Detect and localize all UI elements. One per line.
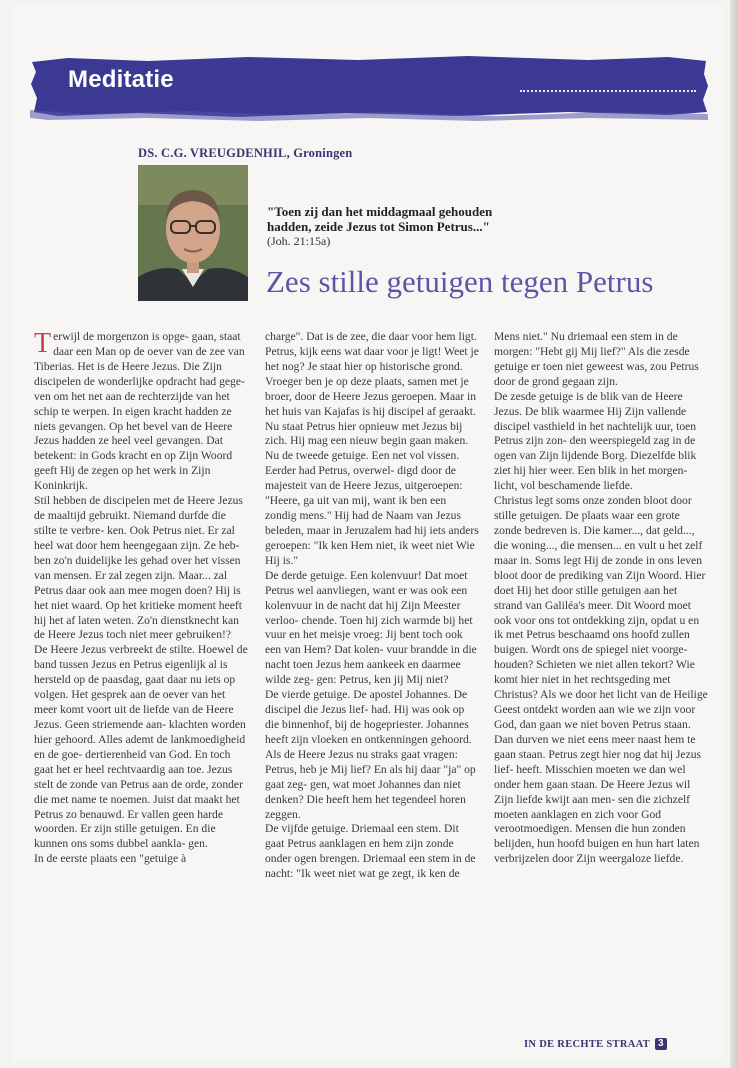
page-footer [524,1038,667,1050]
page-number: 3 [655,1038,667,1050]
paragraph: Mens niet." Nu driemaal een stem in de morgen: "Hebt gij Mij lief?" Als die zesde getuige er toen niet geweest was, zou Petrus door de grond gegaan zijn. [494,330,699,388]
banner-dotted-rule [520,90,696,92]
body-column-2 [265,330,479,882]
paragraph: In de eerste plaats een "getuige à [34,852,187,866]
author-photo [138,165,248,301]
paragraph: De vijfde getuige. Driemaal een stem. Dit gaat Petrus aanklagen en hem zijn zonde onder ogen brengen. Driemaal een stem in de nacht: "Ik weet niet wat ge zegt, ik ken de [265,822,476,881]
section-banner [28,52,710,122]
paragraph: De zesde getuige is de blik van de Heere Jezus. De blik waarmee Hij Zijn vallende discipel vasthield in het nachtelijk uur, toen Petrus zijn zon- den weerspiegeld zag in de ogen van Zijn lijdende Borg. Diezelfde blik ziet hij hier weer. Een blik in het morgen- licht, vol beschamende liefde. [494,389,697,493]
paragraph: Terwijl de morgenzon is opge- gaan, staat daar een Man op de oever van de zee van Tiberias. Het is de Heere Jezus. Die Zijn discipelen de wonderlijke opdracht had gege- ven om het net aan de rechterzijde van het schip te werpen. In eigen kracht hadden ze niets gevangen. Op het bevel van de Heere Jezus hadden ze heel veel gevangen. Dat betekent: in Gods kracht en op Zijn Woord geeft Hij de zegen op het werk in Zijn Koninkrijk. [34,328,245,493]
paragraph: charge". Dat is de zee, die daar voor hem ligt. Petrus, kijk eens wat daar voor je ligt! Weet je het nog? Je staat hier op historische grond. Vroeger ben je op deze plaats, samen met je broer, door de Heere Jezus geroepen. Maar in het huis van Kajafas is hij discipel af geraakt. Nu staat Petrus hier opnieuw met Jezus bij zich. Hij mag een nieuw begin gaan maken. [265,330,479,448]
scripture-quote [267,204,547,249]
body-column-3 [494,330,708,867]
article-headline: Zes stille getuigen tegen Petrus [266,264,654,299]
page-spine-shadow [730,0,738,1068]
author-byline: DS. C.G. VREUGDENHIL, Groningen [138,146,353,160]
section-title: Meditatie [68,66,174,93]
paragraph: De Heere Jezus verbreekt de stilte. Hoewel de band tussen Jezus en Petrus eigenlijk al is hersteld op de paasdag, gaat daar nu iets op volgen. Het gesprek aan de oever van het meer komt voort uit de liefde van de Heere Jezus. Geen striemende aan- klachten worden hier gehoord. Alles ademt de lankmoedigheid en de goe- dertierenheid van God. En toch gaat het er heel rechtvaardig aan toe. Jezus stelt de zonde van Petrus aan de orde, zonder die met name te noemen. Juist dat maakt het Petrus zo benauwd. Er vallen geen harde woorden. Er zijn stille getuigen. En die kunnen ons soms dubbel aankla- gen. [34,643,248,851]
quote-line-1: "Toen zij dan het middagmaal gehouden [267,204,493,219]
paragraph: Christus legt soms onze zonden bloot door stille getuigen. De plaats waar een grote zonde bedreven is. Die kamer..., dat geld..., die woning..., die mensen... en vult u het zelf maar in. Soms legt Hij de zonde in ons leven bloot door de prediking van Zijn Woord. Hier doet Hij het door stille getuigen aan het strand van Galiléa's meer. Dit Woord moet ook voor ons tot ontdekking zijn, opdat u en ik met Petrus beschaamd ons hoofd zullen buigen. Wordt ons de spiegel niet voorge- houden? Schieten we niet allen tekort? Wie komt hier niet in het rechtsgeding met Christus? Als we door het licht van de Heilige Geest ontdekt worden aan wie we zijn voor God, dan gaan we niet boven Petrus staan. Dan durven we niet eens meer naast hem te gaan staan. Petrus zegt hier nog dat hij Jezus lief- heeft. Misschien moeten we dan wel onder hem gaan staan. De Heere Jezus wil Zijn liefde kwijt aan men- sen die zichzelf moeten aanklagen en zich voor God verootmoedigen. Mensen die hun zonden belijden, hun hoofd buigen en hun hart laten verbrijzelen door Zijn weergaloze liefde. [494,494,708,866]
paragraph: De derde getuige. Een kolenvuur! Dat moet Petrus wel aanvliegen, want er was ook een kolenvuur in de nacht dat hij Zijn Meester verloo- chende. Toen hij zich warmde bij het vuur en het meisje vroeg: Jij bent toch ook een van Hem? Dat kolen- vuur brandde in die nacht toen Jezus hem aankeek en daarmee wilde zeg- gen: Petrus, ken jij Mij niet? [265,568,477,687]
body-column-1 [34,330,248,867]
quote-line-2: hadden, zeide Jezus tot Simon Petrus..." [267,219,490,234]
paragraph: Nu de tweede getuige. Een net vol vissen. Eerder had Petrus, overwel- digd door de majesteit van de Heere Jezus, uitgeroepen: "Heere, ga uit van mij, want ik ben een zondig mens." Hij had de Naam van Jezus beleden, maar in Jeruzalem had hij iets anders geroepen: "Ik ken Hem niet, ik weet niet Wie Hij is." [265,449,479,567]
paragraph: Stil hebben de discipelen met de Heere Jezus de maaltijd gebruikt. Niemand durfde die stilte te verbre- ken. Ook Petrus niet. Er zal heel wat door hem heengegaan zijn. Ze heb- ben zo'n duidelijke les gehad over het vissen van mensen. Er zal zegen zijn. Maar... zal Petrus daar ook aan mee mogen doen? Hij is het niet waard. Op het kritieke moment heeft hij het af laten weten. Zo'n dienstknecht kan de Heere Jezus toch niet meer gebruiken!? [34,494,243,642]
publication-name: IN DE RECHTE STRAAT [524,1038,650,1050]
quote-reference: (Joh. 21:15a) [267,234,331,248]
paragraph: De vierde getuige. De apostel Johannes. De discipel die Jezus lief- had. Hij was ook op die binnenhof, bij de hogepriester. Johannes heeft zijn vloeken en ontkenningen gehoord. Als de Heere Jezus nu straks gaat vragen: Petrus, heb je Mij lief? En als hij daar "ja" op gaat zeg- gen, wat moet Johannes dan niet denken? Die heeft hem het tegendeel horen zeggen. [265,688,476,821]
drop-cap: T [34,328,52,359]
